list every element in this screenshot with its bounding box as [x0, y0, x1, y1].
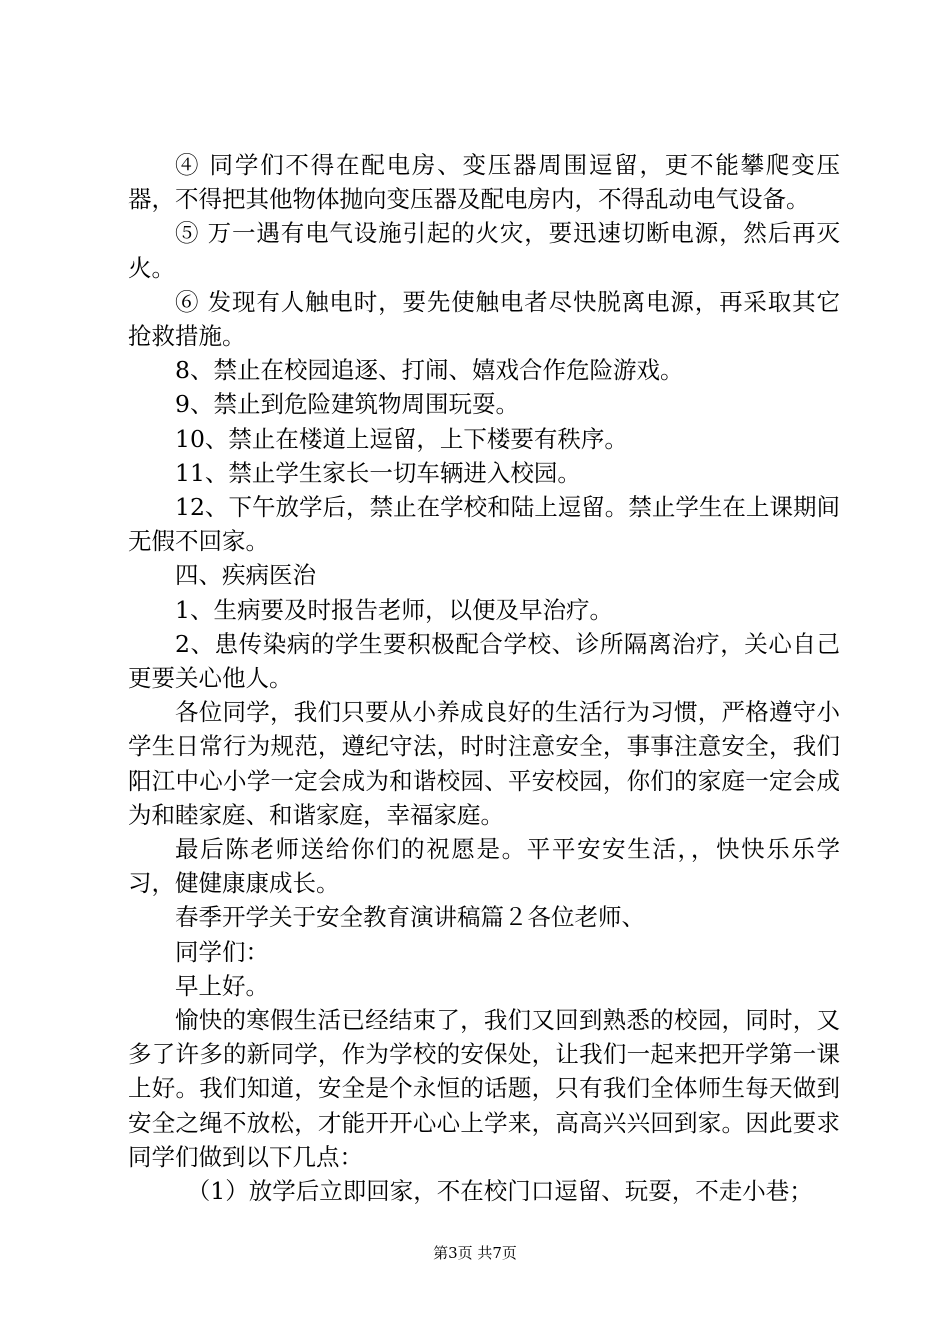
paragraph-disease-2: 2、患传染病的学生要积极配合学校、诊所隔离治疗，关心自己更要关心他人。 [128, 629, 840, 693]
document-body [128, 148, 840, 1208]
speech-2-salutation: 同学们： [175, 937, 269, 966]
speech-2-greeting: 早上好。 [175, 971, 269, 1000]
paragraph-rule-8: 8、禁止在校园追逐、打闹、嬉戏合作危险游戏。 [175, 356, 684, 385]
paragraph-item-4: ④ 同学们不得在配电房、变压器周围逗留，更不能攀爬变压器，不得把其他物体抛向变压器及配电房内，不得乱动电气设备。 [128, 151, 840, 214]
paragraph-rule-10: 10、禁止在楼道上逗留，上下楼要有秩序。 [175, 424, 628, 453]
paragraph-disease-1: 1、生病要及时报告老师，以便及早治疗。 [175, 595, 613, 624]
speech-2-point-1: （1）放学后立即回家，不在校门口逗留、玩耍，不走小巷； [186, 1177, 813, 1206]
section-heading-disease: 四、疾病医治 [175, 561, 316, 590]
paragraph-rule-11: 11、禁止学生家长一切车辆进入校园。 [175, 458, 581, 487]
paragraph-rule-9: 9、禁止到危险建筑物周围玩耍。 [175, 390, 519, 419]
paragraph-item-5: ⑤ 万一遇有电气设施引起的火灾，要迅速切断电源，然后再灭火。 [128, 219, 840, 282]
page-footer: 第3页 共7页 [433, 1244, 517, 1262]
speech-2-title: 春季开学关于安全教育演讲稿篇２各位老师、 [175, 903, 645, 932]
speech-2-intro: 愉快的寒假生活已经结束了，我们又回到熟悉的校园，同时，又多了许多的新同学，作为学校的安保处，让我们一起来把开学第一课上好。我们知道，安全是个永恒的话题，只有我们全体师生每天做到安全之绳不放松，才能开开心心上学来，高高兴兴回到家。因此要求同学们做到以下几点： [128, 1006, 840, 1171]
paragraph-rule-12: 12、下午放学后，禁止在学校和陆上逗留。禁止学生在上课期间无假不回家。 [128, 493, 840, 556]
paragraph-item-6: ⑥ 发现有人触电时，要先使触电者尽快脱离电源，再采取其它抢救措施。 [128, 287, 840, 351]
paragraph-closing: 各位同学，我们只要从小养成良好的生活行为习惯，严格遵守小学生日常行为规范，遵纪守法，时时注意安全，事事注意安全，我们阳江中心小学一定会成为和谐校园、平安校园，你们的家庭一定会成为和睦家庭、和谐家庭，幸福家庭。 [128, 698, 840, 829]
paragraph-wishes: 最后陈老师送给你们的祝愿是。平平安安生活，，快快乐乐学习，健健康康成长。 [128, 835, 840, 898]
